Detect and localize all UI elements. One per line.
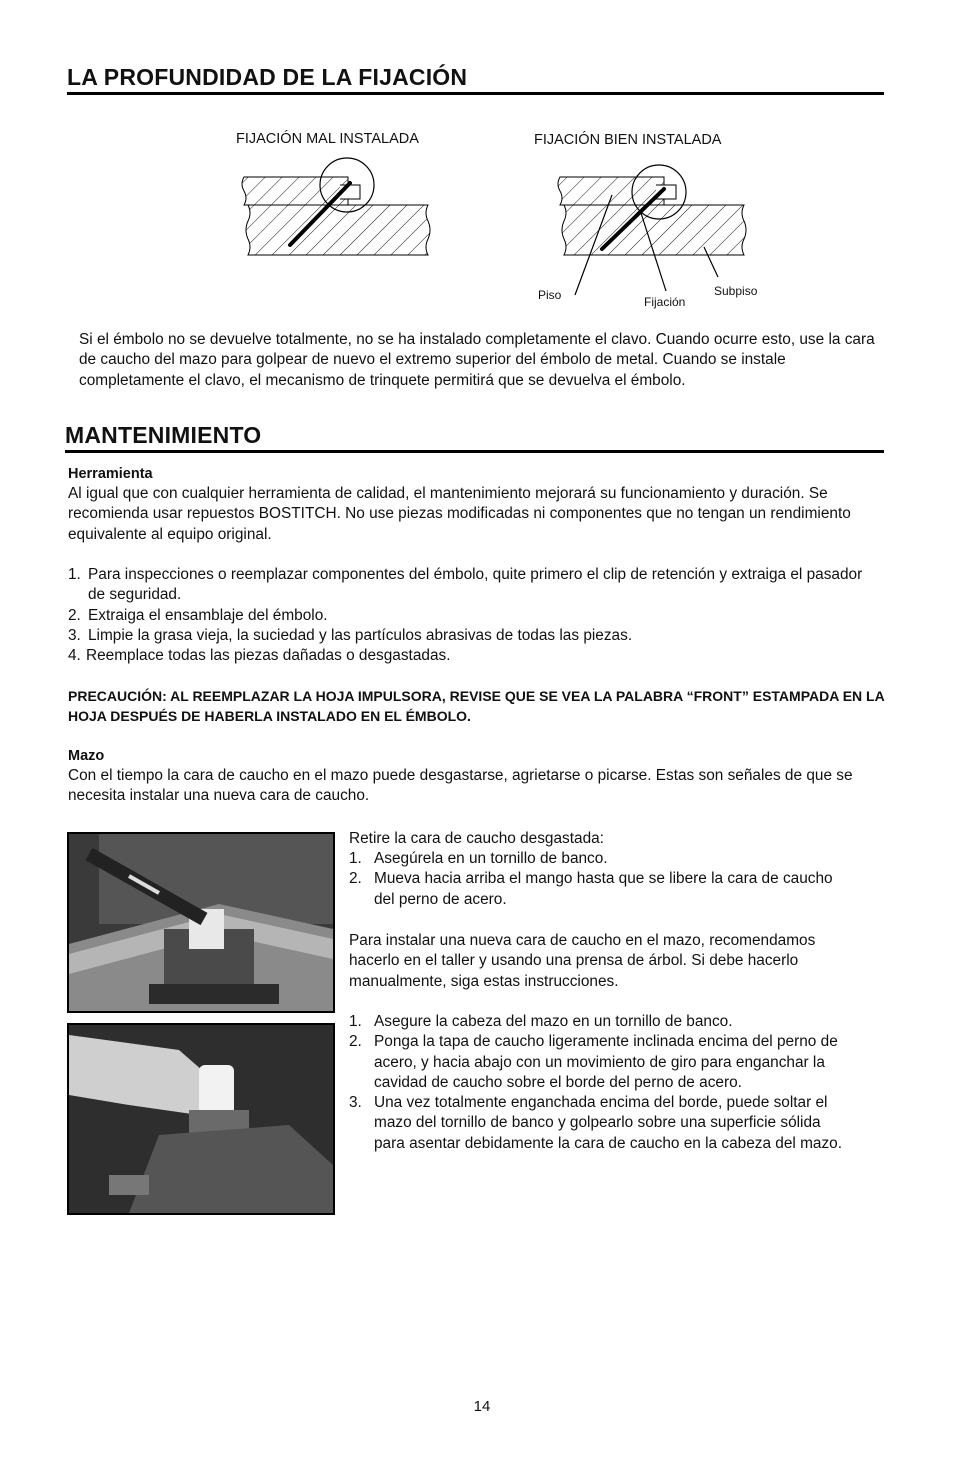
remove-steps: [349, 849, 869, 910]
list-item: 1. Asegúrela en un tornillo de banco.: [349, 850, 608, 867]
label-subpiso: Subpiso: [714, 284, 758, 298]
list-item: 2. Ponga la tapa de caucho ligeramente inclinada encima del perno de acero, y hacia abajo con un movimiento de giro para enganchar la cavidad de caucho sobre el borde del perno de acero.: [349, 1033, 838, 1091]
label-piso: Piso: [538, 288, 562, 302]
install-steps: [349, 1012, 849, 1154]
section-title-depth: LA PROFUNDIDAD DE LA FIJACIÓN: [67, 64, 468, 90]
depth-paragraph: Si el émbolo no se devuelve totalmente, no se ha instalado completamente el clavo. Cuando ocurre esto, use la cara de caucho del mazo para golpear de nuevo el extremo superior del émbolo de metal. Cuando se instale completamente el clavo, el mecanismo de trinquete permitirá que se devuelva el émbolo.: [79, 331, 875, 389]
page-number: 14: [473, 1398, 491, 1415]
diagram-bad-caption: FIJACIÓN MAL INSTALADA: [236, 131, 419, 147]
list-item: 3. Limpie la grasa vieja, la suciedad y las partículos abrasivas de todas las piezas.: [68, 626, 633, 644]
section-rule: [65, 450, 884, 453]
list-item: 3. Una vez totalmente enganchada encima del borde, puede soltar el mazo del tornillo de banco y golpearlo sobre una superficie sólida para asentar debidamente la cara de caucho en la cabeza del mazo.: [349, 1094, 843, 1152]
caution-text: PRECAUCIÓN: AL REEMPLAZAR LA HOJA IMPULSORA, REVISE QUE SE VEA LA PALABRA “FRONT” ESTAMPADA EN LA HOJA DESPUÉS DE HABERLA INSTALADO EN EL ÉMBOLO.: [68, 688, 885, 725]
list-item: 1. Para inspecciones o reemplazar componentes del émbolo, quite primero el clip de retención y extraiga el pasador de seguridad.: [68, 566, 863, 604]
photo-installing-rubber-cap: [67, 1023, 335, 1215]
remove-intro: Retire la cara de caucho desgastada:: [349, 830, 604, 847]
photo-mallet-in-vise: [67, 832, 335, 1013]
diagram-bad-installation: [236, 155, 436, 267]
diagram-good-installation: [538, 155, 768, 305]
list-item: 2. Mueva hacia arriba el mango hasta que se libere la cara de caucho del perno de acero.: [349, 870, 833, 908]
list-item: 2. Extraiga el ensamblaje del émbolo.: [68, 606, 328, 624]
maintenance-steps: [68, 565, 868, 666]
label-fijacion: Fijación: [644, 295, 686, 309]
install-intro: Para instalar una nueva cara de caucho en el mazo, recomendamos hacerlo en el taller y usando una prensa de árbol. Si debe hacerlo manualmente, siga estas instrucciones.: [349, 932, 816, 990]
mallet-paragraph: Con el tiempo la cara de caucho en el mazo puede desgastarse, agrietarse o picarse. Estas son señales de que se necesita instalar una nueva cara de caucho.: [68, 767, 853, 805]
section-title-maintenance: MANTENIMIENTO: [65, 422, 262, 448]
section-rule: [67, 92, 884, 95]
tool-heading: Herramienta: [68, 466, 153, 482]
list-item: 1. Asegure la cabeza del mazo en un tornillo de banco.: [349, 1013, 733, 1030]
diagram-good-caption: FIJACIÓN BIEN INSTALADA: [534, 132, 722, 148]
mallet-heading: Mazo: [68, 748, 105, 764]
tool-paragraph: Al igual que con cualquier herramienta de calidad, el mantenimiento mejorará su funcionamiento y duración. Se recomienda usar repuestos BOSTITCH. No use piezas modificadas ni componentes que no tengan un rendimiento equivalente al equipo original.: [68, 485, 851, 543]
list-item: 4. Reemplace todas las piezas dañadas o desgastadas.: [68, 647, 451, 665]
